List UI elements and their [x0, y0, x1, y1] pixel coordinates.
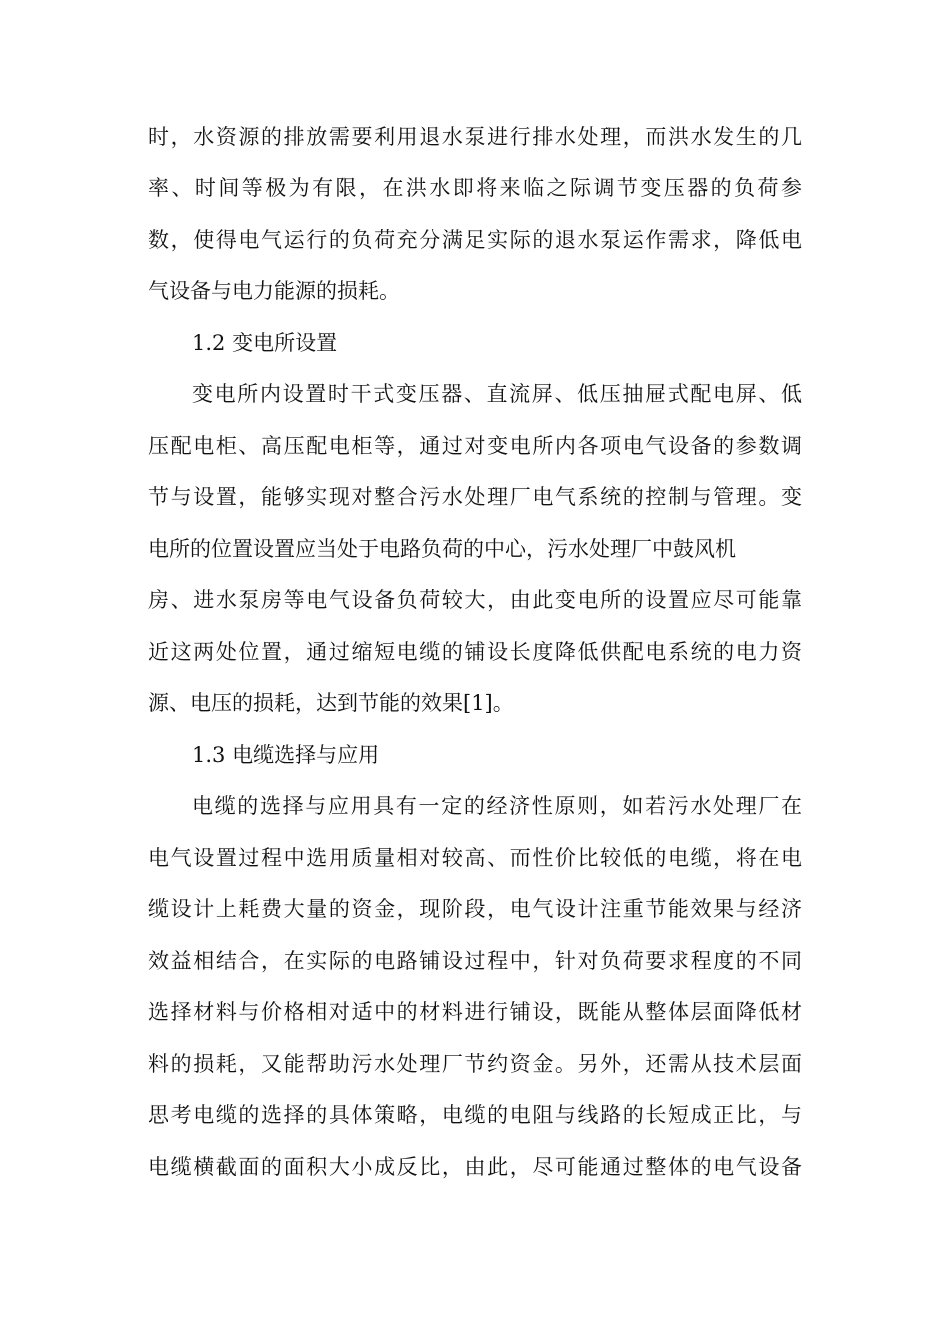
- section-heading-1-2: 1.2 变电所设置: [192, 331, 338, 355]
- paragraph-2-line-6: 近这两处位置，通过缩短电缆的铺设长度降低供配电系统的电力资: [148, 640, 802, 664]
- paragraph-2-line-1: 变电所内设置时干式变压器、直流屏、低压抽屉式配电屏、低: [192, 382, 802, 406]
- paragraph-3-line-5: 选择材料与价格相对适中的材料进行铺设，既能从整体层面降低材: [148, 1000, 802, 1024]
- paragraph-3-line-7: 思考电缆的选择的具体策略，电缆的电阻与线路的长短成正比，与: [148, 1103, 802, 1127]
- paragraph-2-line-3: 节与设置，能够实现对整合污水处理厂电气系统的控制与管理。变: [148, 485, 802, 509]
- paragraph-3-line-8: 电缆横截面的面积大小成反比，由此，尽可能通过整体的电气设备: [148, 1155, 802, 1179]
- paragraph-3-line-6: 料的损耗，又能帮助污水处理厂节约资金。另外，还需从技术层面: [148, 1052, 802, 1076]
- paragraph-2-line-4: 电所的位置设置应当处于电路负荷的中心，污水处理厂中鼓风机: [148, 537, 736, 561]
- paragraph-3-line-3: 缆设计上耗费大量的资金，现阶段，电气设计注重节能效果与经济: [148, 897, 802, 921]
- paragraph-3-line-1: 电缆的选择与应用具有一定的经济性原则，如若污水处理厂在: [192, 794, 802, 818]
- paragraph-1-line-3: 数，使得电气运行的负荷充分满足实际的退水泵运作需求，降低电: [148, 228, 802, 252]
- paragraph-1-line-1: 时，水资源的排放需要利用退水泵进行排水处理，而洪水发生的几: [148, 125, 802, 149]
- paragraph-2-line-2: 压配电柜、高压配电柜等，通过对变电所内各项电气设备的参数调: [148, 434, 802, 458]
- paragraph-2-line-7: 源、电压的损耗，达到节能的效果[1]。: [148, 691, 514, 715]
- paragraph-3-line-2: 电气设置过程中选用质量相对较高、而性价比较低的电缆，将在电: [148, 846, 802, 870]
- section-heading-1-3: 1.3 电缆选择与应用: [192, 743, 380, 767]
- paragraph-3-line-4: 效益相结合，在实际的电路铺设过程中，针对负荷要求程度的不同: [148, 949, 802, 973]
- paragraph-1-line-4: 气设备与电力能源的损耗。: [148, 279, 400, 303]
- paragraph-2-line-5: 房、进水泵房等电气设备负荷较大，由此变电所的设置应尽可能靠: [148, 588, 802, 612]
- paragraph-1-line-2: 率、时间等极为有限，在洪水即将来临之际调节变压器的负荷参: [148, 176, 802, 200]
